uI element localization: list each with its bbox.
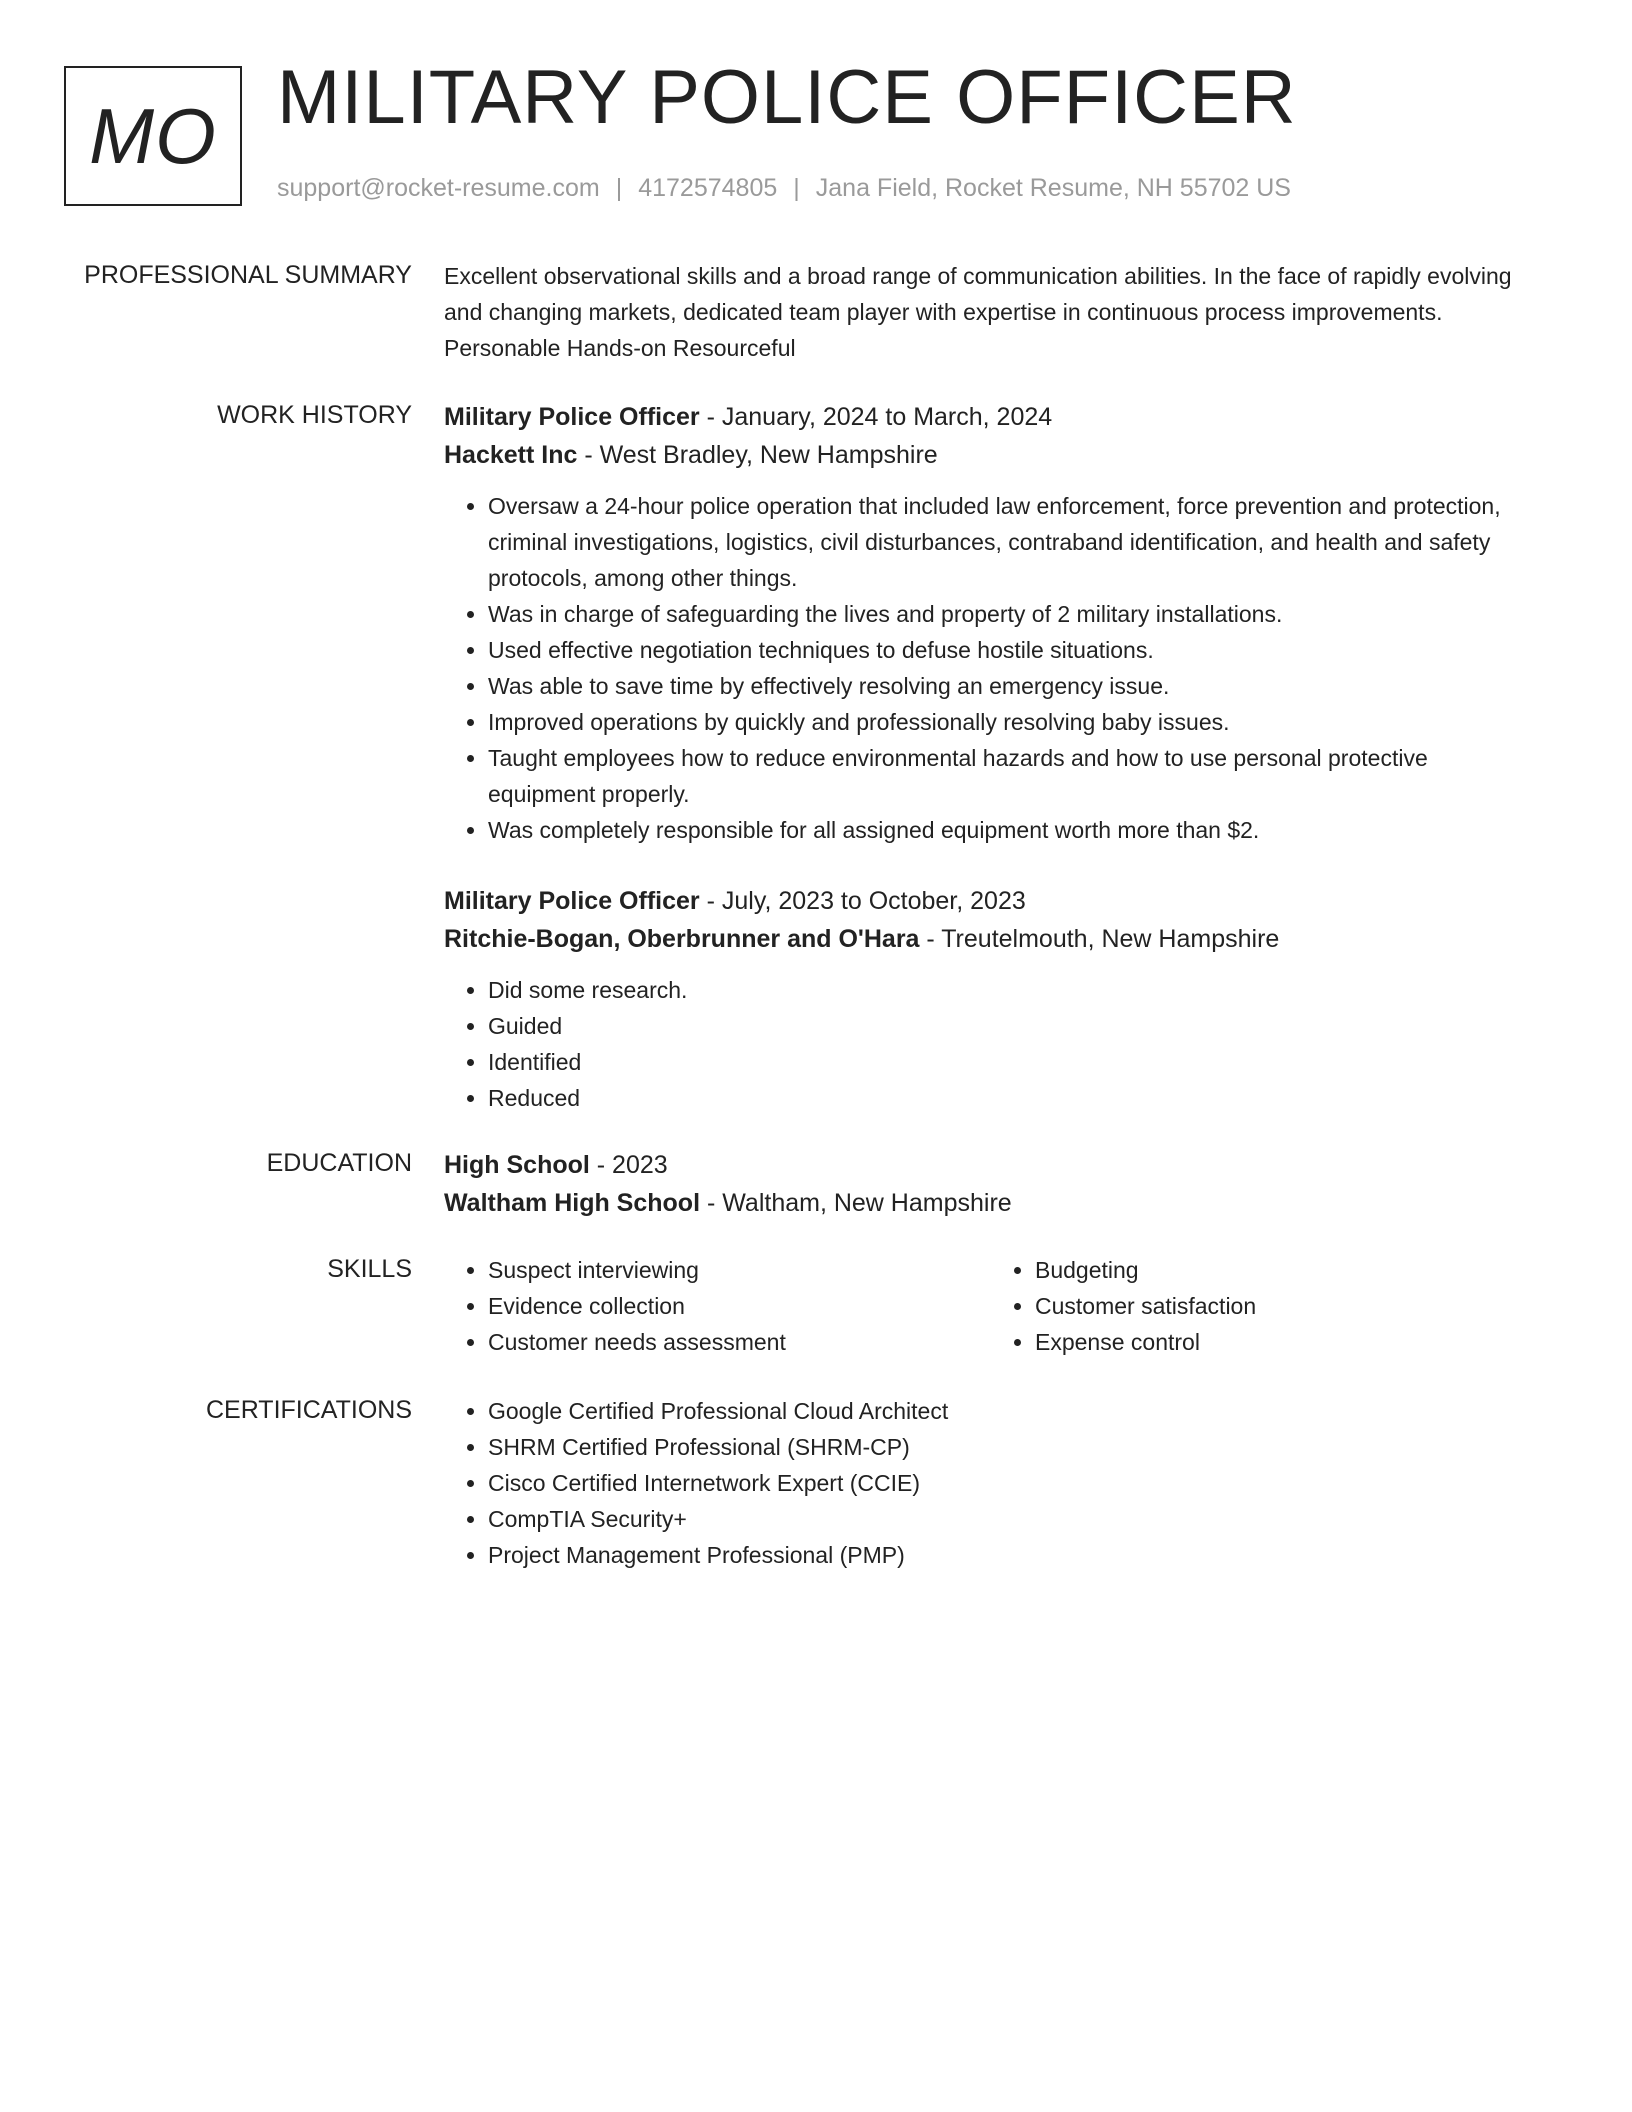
job-title: Military Police Officer	[444, 887, 700, 915]
education-degree: High School	[444, 1151, 590, 1179]
education-body	[444, 1146, 1524, 1222]
job-dates: - January, 2024 to March, 2024	[699, 403, 1053, 431]
contact-address: Jana Field, Rocket Resume, NH 55702 US	[815, 174, 1291, 202]
list-item: • Improved operations by quickly and professionally resolving baby issues.	[488, 704, 1524, 740]
list-item: • Was completely responsible for all assigned equipment worth more than $2.	[488, 812, 1524, 848]
job-entry	[444, 398, 1524, 848]
education-school-line	[444, 1184, 1524, 1222]
certifications-list	[444, 1393, 1524, 1573]
job-title-line	[444, 882, 1524, 920]
section-label-summary: PROFESSIONAL SUMMARY	[84, 261, 412, 289]
certifications-body	[444, 1393, 1524, 1573]
skills-list-right	[991, 1252, 1256, 1360]
contact-separator: |	[793, 174, 800, 202]
contact-phone: 4172574805	[638, 174, 778, 202]
job-title-line	[444, 398, 1524, 436]
job-dates: - July, 2023 to October, 2023	[699, 887, 1026, 915]
monogram-initials: MO	[89, 91, 217, 180]
education-year: - 2023	[589, 1151, 668, 1179]
job-entry	[444, 882, 1524, 1116]
summary-text: Excellent observational skills and a broad range of communication abilities. In the face of rapidly evolving and changing markets, dedicated team player with expertise in continuous process improvements. Personable Hands-on Resourceful	[444, 263, 1512, 361]
section-label-skills: SKILLS	[327, 1255, 412, 1283]
education-degree-line	[444, 1146, 1524, 1184]
list-item: • Was in charge of safeguarding the lives and property of 2 military installations.	[488, 596, 1524, 632]
list-item: • Taught employees how to reduce environmental hazards and how to use personal protective equipment properly.	[488, 740, 1524, 812]
monogram-box	[64, 66, 242, 206]
list-item: • Suspect interviewing	[488, 1252, 786, 1288]
list-item: • Guided	[488, 1008, 1524, 1044]
list-item: • Identified	[488, 1044, 1524, 1080]
list-item: • Cisco Certified Internetwork Expert (CCIE)	[488, 1465, 1524, 1501]
list-item: • Expense control	[1035, 1324, 1256, 1360]
job-location: - Treutelmouth, New Hampshire	[919, 925, 1280, 953]
list-item: • Was able to save time by effectively resolving an emergency issue.	[488, 668, 1524, 704]
job-company-line	[444, 436, 1524, 474]
list-item: • Did some research.	[488, 972, 1524, 1008]
list-item: • Evidence collection	[488, 1288, 786, 1324]
list-item: • Oversaw a 24-hour police operation that included law enforcement, force prevention and protection, criminal investigations, logistics, civil disturbances, contraband identification, and health and safety protocols, among other things.	[488, 488, 1524, 596]
contact-line	[277, 174, 1291, 203]
job-title: Military Police Officer	[444, 403, 700, 431]
job-company: Hackett Inc	[444, 441, 578, 469]
list-item: • SHRM Certified Professional (SHRM-CP)	[488, 1429, 1524, 1465]
contact-email: support@rocket-resume.com	[277, 174, 600, 202]
list-item: • Reduced	[488, 1080, 1524, 1116]
list-item: • Project Management Professional (PMP)	[488, 1537, 1524, 1573]
section-label-education: EDUCATION	[266, 1149, 412, 1177]
skills-list-left	[444, 1252, 786, 1360]
education-school: Waltham High School	[444, 1189, 701, 1217]
job-bullets	[444, 972, 1524, 1116]
section-label-certifications: CERTIFICATIONS	[205, 1396, 412, 1424]
list-item: • Google Certified Professional Cloud Architect	[488, 1393, 1524, 1429]
education-location: - Waltham, New Hampshire	[700, 1189, 1012, 1217]
list-item: • Customer needs assessment	[488, 1324, 786, 1360]
job-location: - West Bradley, New Hampshire	[577, 441, 938, 469]
work-history-body	[444, 398, 1524, 1116]
job-company: Ritchie-Bogan, Oberbrunner and O'Hara	[444, 925, 920, 953]
job-company-line	[444, 920, 1524, 958]
resume-title: MILITARY POLICE OFFICER	[277, 55, 1297, 140]
summary-body	[444, 258, 1524, 366]
section-label-work-history: WORK HISTORY	[217, 401, 412, 429]
job-bullets	[444, 488, 1524, 848]
list-item: • Customer satisfaction	[1035, 1288, 1256, 1324]
list-item: • CompTIA Security+	[488, 1501, 1524, 1537]
contact-separator: |	[615, 174, 623, 202]
list-item: • Budgeting	[1035, 1252, 1256, 1288]
list-item: • Used effective negotiation techniques to defuse hostile situations.	[488, 632, 1524, 668]
